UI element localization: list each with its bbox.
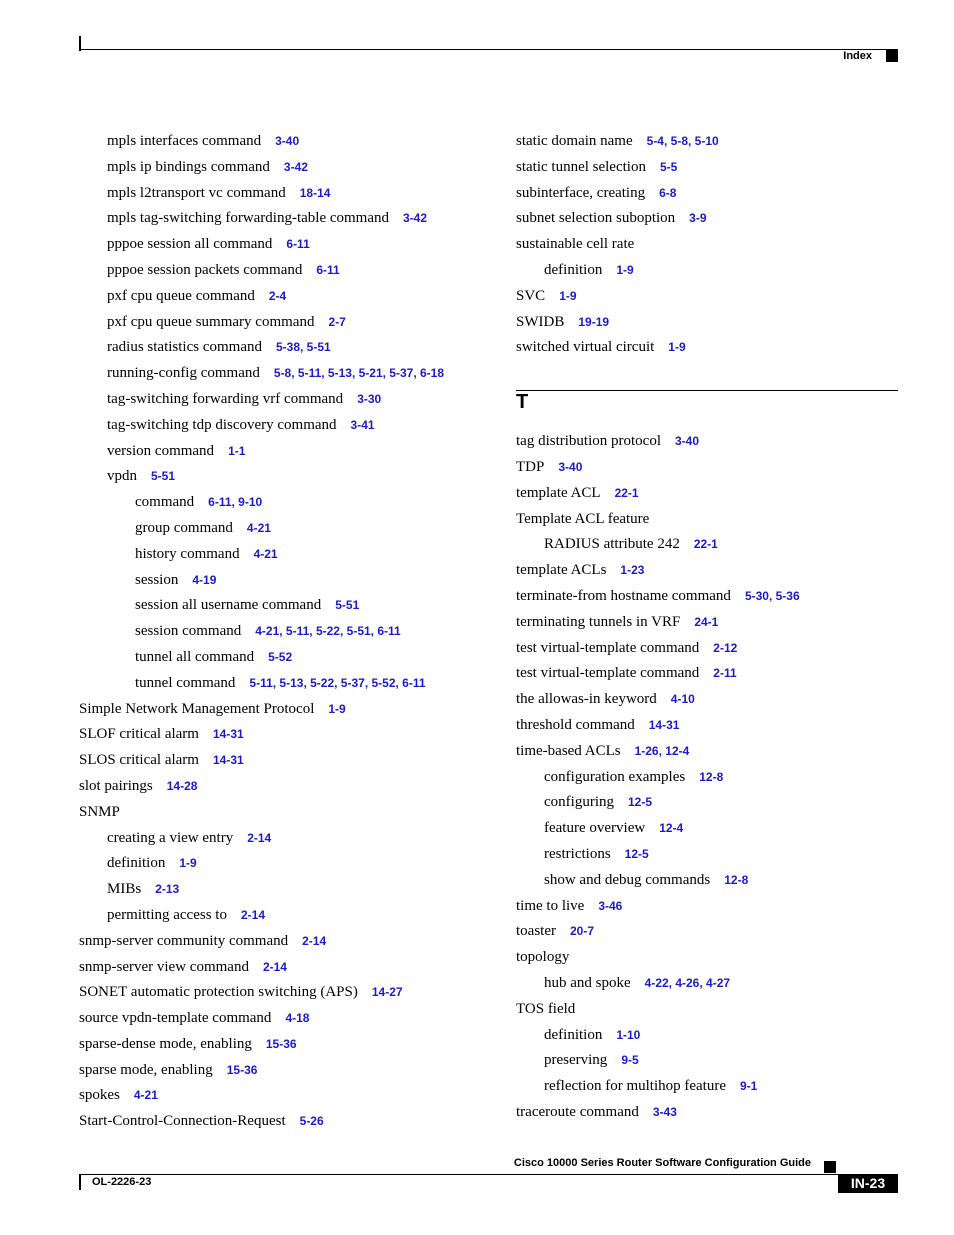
page-reference-link[interactable]: 4-21 <box>253 546 278 561</box>
index-entry <box>516 1052 898 1078</box>
footer-rule <box>79 1174 838 1175</box>
index-term: SONET automatic protection switching (APS) <box>79 984 358 1001</box>
page-reference-link[interactable]: 1-1 <box>228 443 246 458</box>
page-reference-link[interactable]: 22-1 <box>614 485 639 500</box>
index-term: subinterface, creating <box>516 184 646 201</box>
page-reference-link[interactable]: 5-51 <box>151 469 176 484</box>
index-term: template ACL <box>516 484 601 501</box>
footer-guide-title: Cisco 10000 Series Router Software Configuration Guide <box>513 1157 811 1169</box>
page-reference-link[interactable]: 4-18 <box>285 1011 310 1026</box>
index-entry <box>79 339 499 365</box>
index-term: Simple Network Management Protocol <box>79 700 315 717</box>
index-term: Template ACL feature <box>516 510 650 527</box>
index-term: TDP <box>516 458 545 475</box>
index-term: SWIDB <box>516 313 565 330</box>
footer-doc-number: OL-2226-23 <box>92 1176 152 1188</box>
index-term: snmp-server view command <box>79 958 249 975</box>
index-term: terminating tunnels in VRF <box>516 613 681 630</box>
page-reference-link[interactable]: 1-9 <box>668 340 686 355</box>
footer-page-number: IN-23 <box>838 1174 898 1193</box>
index-entry <box>79 804 499 830</box>
index-entry <box>516 1001 898 1027</box>
index-entry <box>79 572 499 598</box>
index-term: permitting access to <box>107 906 227 923</box>
index-term: switched virtual circuit <box>516 339 655 356</box>
index-entry <box>79 778 499 804</box>
page-reference-link[interactable]: 3-40 <box>674 434 700 449</box>
index-entry <box>79 984 499 1010</box>
index-entry <box>79 1036 499 1062</box>
index-term: SVC <box>516 287 546 304</box>
index-term: MIBs <box>107 881 142 898</box>
index-entry <box>516 794 898 820</box>
index-entry <box>79 365 499 391</box>
index-entry <box>79 210 499 236</box>
index-term: the allowas-in keyword <box>516 691 657 708</box>
index-entry <box>516 1104 898 1130</box>
index-entry <box>516 562 898 588</box>
page-reference-link[interactable]: 3-9 <box>689 211 707 226</box>
index-entry <box>516 459 898 485</box>
index-term: static tunnel selection <box>516 158 646 175</box>
page-reference-link[interactable]: 5-11, 5-13, 5-22, 5-37, 5-52, 6-11 <box>249 675 426 690</box>
index-term: tunnel command <box>135 674 236 691</box>
index-list-right-t <box>516 433 898 1130</box>
page-reference-link[interactable]: 3-30 <box>357 391 382 406</box>
page-reference-link[interactable]: 1-9 <box>179 856 197 871</box>
index-term: session <box>135 571 179 588</box>
index-entry <box>79 649 499 675</box>
page-reference-link[interactable]: 2-12 <box>713 640 738 655</box>
index-term: tunnel all command <box>135 648 255 665</box>
index-entry <box>516 872 898 898</box>
page-reference-link[interactable]: 3-42 <box>403 211 428 226</box>
index-entry <box>516 159 898 185</box>
index-entry <box>516 614 898 640</box>
page-reference-link[interactable]: 4-22, 4-26, 4-27 <box>644 975 731 990</box>
index-list-right-top <box>516 133 898 365</box>
index-entry <box>516 536 898 562</box>
index-term: session all username command <box>135 597 322 614</box>
index-term: test virtual-template command <box>516 665 700 682</box>
index-term: session command <box>135 623 242 640</box>
index-entry <box>516 1078 898 1104</box>
index-column-right <box>516 133 898 1130</box>
page-reference-link[interactable]: 6-11 <box>286 237 310 252</box>
index-term: SLOS critical alarm <box>79 752 199 769</box>
index-term: RADIUS attribute 242 <box>544 536 680 553</box>
page-reference-link[interactable]: 1-9 <box>559 288 577 303</box>
index-term: mpls ip bindings command <box>107 158 270 175</box>
page-reference-link[interactable]: 2-14 <box>240 907 265 922</box>
page-reference-link[interactable]: 14-31 <box>212 727 244 742</box>
index-entry <box>516 133 898 159</box>
page-reference-link[interactable]: 4-19 <box>192 572 217 587</box>
index-term: definition <box>544 261 603 278</box>
index-entry <box>79 959 499 985</box>
index-entry <box>516 236 898 262</box>
index-entry <box>79 546 499 572</box>
index-term: SNMP <box>79 803 120 820</box>
index-entry <box>516 1027 898 1053</box>
index-term: pppoe session all command <box>107 236 273 253</box>
page-reference-link[interactable]: 2-7 <box>328 314 346 329</box>
page-reference-link[interactable]: 5-8, 5-11, 5-13, 5-21, 5-37, 6-18 <box>273 366 444 381</box>
index-entry <box>79 159 499 185</box>
page-reference-link[interactable]: 1-9 <box>328 701 346 716</box>
page-reference-link[interactable]: 1-23 <box>620 563 645 578</box>
index-term: time to live <box>516 897 585 914</box>
page-reference-link[interactable]: 5-38, 5-51 <box>275 340 331 355</box>
index-term: static domain name <box>516 133 633 149</box>
index-term: sparse mode, enabling <box>79 1061 213 1078</box>
index-entry <box>79 752 499 778</box>
index-entry <box>79 855 499 881</box>
index-term: snmp-server community command <box>79 932 289 949</box>
footer-vertical-rule <box>79 1174 81 1190</box>
index-entry <box>79 417 499 443</box>
index-term: mpls l2transport vc command <box>107 184 286 201</box>
page-reference-link[interactable]: 22-1 <box>693 537 718 552</box>
page-reference-link[interactable]: 5-5 <box>659 159 678 174</box>
index-term: mpls interfaces command <box>107 133 262 149</box>
index-term: SLOF critical alarm <box>79 726 199 743</box>
page-reference-link[interactable]: 15-36 <box>226 1062 258 1077</box>
index-entry <box>516 511 898 537</box>
page-reference-link[interactable]: 9-1 <box>740 1079 758 1094</box>
index-entry <box>516 949 898 975</box>
index-entry <box>79 701 499 727</box>
index-term: time-based ACLs <box>516 742 621 759</box>
index-term: feature overview <box>544 820 646 837</box>
index-entry <box>79 1062 499 1088</box>
page-reference-link[interactable]: 4-21 <box>246 520 271 535</box>
index-term: reflection for multihop feature <box>544 1078 727 1095</box>
index-entry <box>516 640 898 666</box>
index-term: preserving <box>544 1052 608 1069</box>
index-entry <box>79 391 499 417</box>
index-term: definition <box>544 1026 603 1043</box>
page-reference-link[interactable]: 9-5 <box>621 1053 639 1068</box>
index-entry <box>79 675 499 701</box>
index-term: command <box>135 494 195 511</box>
index-term: vpdn <box>107 468 137 485</box>
page-reference-link[interactable]: 3-40 <box>275 134 300 148</box>
page-reference-link[interactable]: 3-42 <box>283 159 308 174</box>
index-entry <box>79 443 499 469</box>
index-entry <box>79 288 499 314</box>
index-term: radius statistics command <box>107 339 262 356</box>
index-entry <box>79 830 499 856</box>
index-term: topology <box>516 949 570 966</box>
index-entry <box>516 923 898 949</box>
index-entry <box>79 1113 499 1139</box>
index-entry <box>79 133 499 159</box>
page-reference-link[interactable]: 2-13 <box>155 882 180 897</box>
page-reference-link[interactable]: 2-14 <box>262 959 287 974</box>
index-term: subnet selection suboption <box>516 210 676 227</box>
page-reference-link[interactable]: 3-46 <box>598 898 623 913</box>
page-reference-link[interactable]: 4-10 <box>670 692 695 707</box>
page-reference-link[interactable]: 2-4 <box>268 288 287 303</box>
index-term: tag-switching forwarding vrf command <box>107 390 344 407</box>
index-term: pxf cpu queue summary command <box>107 313 315 330</box>
index-entry <box>79 314 499 340</box>
page-reference-link[interactable]: 14-31 <box>648 717 680 732</box>
index-entry <box>79 520 499 546</box>
index-entry <box>516 314 898 340</box>
index-entry <box>516 743 898 769</box>
page-reference-link[interactable]: 12-5 <box>624 846 649 861</box>
index-entry <box>516 717 898 743</box>
index-term: toaster <box>516 923 556 940</box>
index-entry <box>516 820 898 846</box>
page-reference-link[interactable]: 2-11 <box>713 666 737 681</box>
index-entry <box>79 907 499 933</box>
index-term: pxf cpu queue command <box>107 287 255 304</box>
page-reference-link[interactable]: 3-41 <box>350 417 375 432</box>
page-reference-link[interactable]: 14-28 <box>166 778 198 793</box>
index-term: definition <box>107 855 166 872</box>
page-reference-link[interactable]: 15-36 <box>265 1036 297 1051</box>
index-entry <box>516 846 898 872</box>
index-entry <box>516 665 898 691</box>
index-term: show and debug commands <box>544 871 711 888</box>
page-reference-link[interactable]: 20-7 <box>569 924 595 939</box>
index-entry <box>79 881 499 907</box>
index-term: version command <box>107 442 215 459</box>
index-term: Start-Control-Connection-Request <box>79 1113 286 1130</box>
section-letter-t: T <box>516 391 529 414</box>
page-reference-link[interactable]: 12-5 <box>627 795 653 810</box>
index-entry <box>79 468 499 494</box>
index-term: sparse-dense mode, enabling <box>79 1035 252 1052</box>
index-entry <box>516 210 898 236</box>
page-reference-link[interactable]: 14-27 <box>371 985 403 1000</box>
index-term: spokes <box>79 1087 120 1104</box>
index-term: mpls tag-switching forwarding-table command <box>107 210 390 227</box>
index-term: slot pairings <box>79 777 153 794</box>
header-rule <box>79 49 898 50</box>
index-term: running-config command <box>107 365 260 382</box>
page-reference-link[interactable]: 5-4, 5-8, 5-10 <box>646 134 719 148</box>
index-entry <box>79 262 499 288</box>
index-term: TOS field <box>516 1000 576 1017</box>
index-term: traceroute command <box>516 1103 639 1120</box>
header-marker <box>886 50 898 62</box>
page-reference-link[interactable]: 12-8 <box>724 872 749 887</box>
index-term: configuring <box>544 794 614 811</box>
index-entry <box>516 898 898 924</box>
page-reference-link[interactable]: 6-11 <box>316 262 340 277</box>
index-entry <box>516 588 898 614</box>
page-reference-link[interactable]: 6-8 <box>659 185 677 200</box>
page-reference-link[interactable]: 4-21 <box>133 1088 158 1103</box>
page-reference-link[interactable]: 5-52 <box>268 649 293 664</box>
index-term: tag-switching tdp discovery command <box>107 416 337 433</box>
index-entry <box>516 339 898 365</box>
index-term: source vpdn-template command <box>79 1010 272 1027</box>
index-entry <box>79 623 499 649</box>
page-reference-link[interactable]: 24-1 <box>694 614 719 629</box>
index-term: group command <box>135 519 233 536</box>
index-entry <box>516 262 898 288</box>
page-reference-link[interactable]: 2-14 <box>302 933 327 948</box>
index-entry <box>79 494 499 520</box>
page-reference-link[interactable]: 3-43 <box>652 1104 677 1119</box>
index-term: sustainable cell rate <box>516 236 635 253</box>
index-column-left <box>79 133 499 1139</box>
index-entry <box>79 1087 499 1113</box>
index-term: test virtual-template command <box>516 639 700 656</box>
page-reference-link[interactable]: 1-9 <box>616 262 634 277</box>
index-entry <box>79 236 499 262</box>
footer-marker <box>824 1161 836 1173</box>
page-reference-link[interactable]: 2-14 <box>247 830 272 845</box>
index-entry <box>516 485 898 511</box>
index-term: configuration examples <box>544 768 686 785</box>
page-reference-link[interactable]: 6-11, 9-10 <box>208 495 263 510</box>
page-reference-link[interactable]: 1-26, 12-4 <box>634 743 690 758</box>
index-term: template ACLs <box>516 562 607 579</box>
page-reference-link[interactable]: 12-8 <box>699 769 724 784</box>
index-entry <box>516 691 898 717</box>
header-label: Index <box>843 50 872 62</box>
index-entry <box>79 726 499 752</box>
index-term: terminate-from hostname command <box>516 587 731 604</box>
page-reference-link[interactable]: 3-40 <box>558 459 583 474</box>
page-reference-link[interactable]: 4-21, 5-11, 5-22, 5-51, 6-11 <box>255 624 401 639</box>
page-reference-link[interactable]: 1-10 <box>616 1027 641 1042</box>
index-term: tag distribution protocol <box>516 433 661 450</box>
index-entry <box>516 185 898 211</box>
page-reference-link[interactable]: 5-30, 5-36 <box>744 588 800 603</box>
index-entry <box>79 1010 499 1036</box>
index-entry <box>516 975 898 1001</box>
index-term: history command <box>135 545 240 562</box>
page-reference-link[interactable]: 18-14 <box>299 185 331 200</box>
page-reference-link[interactable]: 19-19 <box>578 314 610 329</box>
index-entry <box>516 288 898 314</box>
page-reference-link[interactable]: 5-26 <box>299 1114 324 1129</box>
index-term: threshold command <box>516 716 635 733</box>
index-term: creating a view entry <box>107 829 234 846</box>
page-reference-link[interactable]: 14-31 <box>212 753 244 768</box>
index-term: pppoe session packets command <box>107 261 303 278</box>
index-entry <box>79 185 499 211</box>
index-term: hub and spoke <box>544 974 631 991</box>
index-term: restrictions <box>544 845 611 862</box>
page-reference-link[interactable]: 5-51 <box>335 598 360 613</box>
index-entry <box>79 933 499 959</box>
index-entry <box>516 433 898 459</box>
index-entry <box>516 769 898 795</box>
page-reference-link[interactable]: 12-4 <box>659 821 684 836</box>
index-entry <box>79 597 499 623</box>
